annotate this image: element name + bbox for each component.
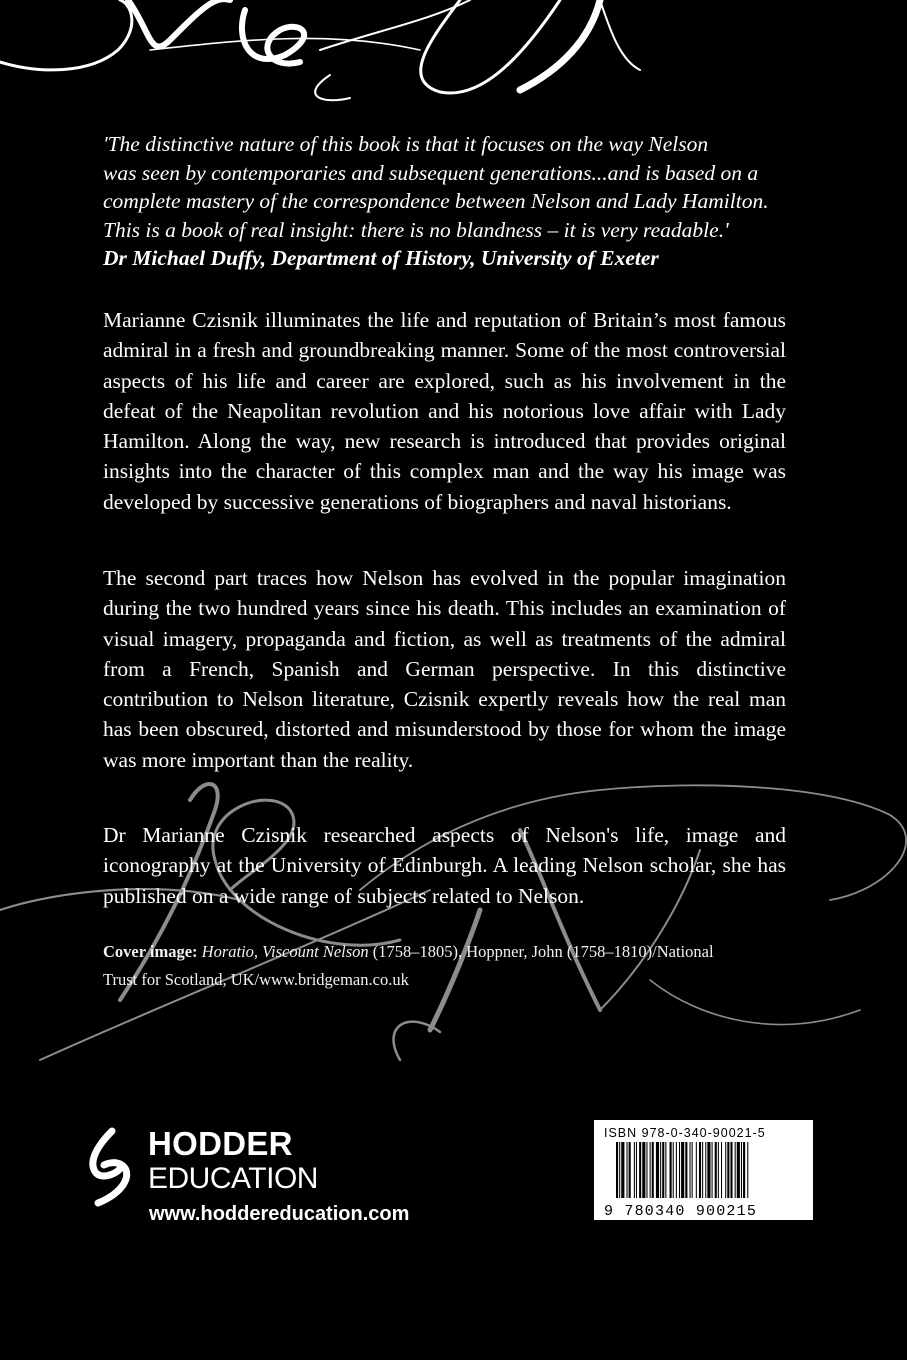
barcode-bar [629, 1142, 631, 1198]
barcode-bar [707, 1142, 710, 1198]
barcode-bar [685, 1142, 687, 1198]
barcode-bar [705, 1142, 706, 1198]
barcode-bar [712, 1142, 713, 1198]
barcode-bar [699, 1142, 701, 1198]
barcode-bar [747, 1142, 748, 1198]
barcode-bar [650, 1142, 651, 1198]
barcode-bar [718, 1142, 719, 1198]
monogram-mid-decoration [0, 770, 907, 1070]
isbn-label: ISBN 978-0-340-90021-5 [604, 1126, 766, 1140]
barcode-bar [656, 1142, 659, 1198]
review-quote [103, 130, 786, 273]
barcode-bar [690, 1142, 691, 1198]
barcode-bar [725, 1142, 726, 1198]
barcode-bar [692, 1142, 693, 1198]
barcode-bar [702, 1142, 703, 1198]
barcode-bar [627, 1142, 628, 1198]
barcode-bar [665, 1142, 666, 1198]
barcode-bar [735, 1142, 736, 1198]
quote-attribution: Dr Michael Duffy, Department of History, University of Exeter [103, 246, 659, 270]
barcode-bar [676, 1142, 677, 1198]
barcode-bar [679, 1142, 680, 1198]
quote-line: This is a book of real insight: there is no blandness – it is very readable.' [103, 217, 729, 242]
barcode-bar [727, 1142, 729, 1198]
credit-title: Horatio, Viscount Nelson [201, 942, 369, 961]
isbn-barcode [594, 1120, 813, 1220]
barcode-bar [621, 1142, 624, 1198]
barcode-bar [743, 1142, 745, 1198]
barcode-bar [639, 1142, 641, 1198]
barcode-bar [721, 1142, 722, 1198]
barcode-bar [642, 1142, 645, 1198]
barcode-bar [646, 1142, 647, 1198]
credit-text-line2: Trust for Scotland, UK/www.bridgeman.co.uk [103, 970, 409, 989]
publisher-url: www.hoddereducation.com [149, 1203, 410, 1225]
description-paragraph-2: The second part traces how Nelson has evolved in the popular imagination during the two hundred years since his death. This includes an examination of visual imagery, propaganda and fiction, as well as treatments of the admiral from a French, Spanish and German perspective. In this distinctive contribution to Nelson literature, Czisnik expertly reveals how the real man has been obscured, distorted and misunderstood by those for whom the image was more important than the reality. [103, 566, 786, 772]
barcode-bar [730, 1142, 732, 1198]
barcode-bar [660, 1142, 661, 1198]
barcode-bar [662, 1142, 664, 1198]
barcode-bar [715, 1142, 717, 1198]
credit-text: (1758–1805), Hoppner, John (1758–1810)/National [368, 942, 714, 961]
hodder-logo-icon [82, 1127, 144, 1207]
publisher-subname: EDUCATION [148, 1162, 318, 1195]
description-paragraph-1: Marianne Czisnik illuminates the life and reputation of Britain’s most famous admiral in a fresh and groundbreaking manner. Some of the most controversial aspects of his life and career are explored, such as his involvement in the defeat of the Neapolitan revolution and his notorious love affair with Lady Hamilton. Along the way, new research is introduced that provides original insights into the character of this complex man and the way his image was developed by successive generations of biographers and naval historians. [103, 308, 786, 514]
publisher-logo [82, 1127, 442, 1237]
barcode-bar [652, 1142, 654, 1198]
cover-image-credit [103, 938, 786, 994]
monogram-top-decoration [0, 0, 907, 110]
quote-line: was seen by contemporaries and subsequent generations...and is based on a [103, 160, 759, 185]
barcode-bar [670, 1142, 672, 1198]
quote-line: complete mastery of the correspondence between Nelson and Lady Hamilton. [103, 189, 769, 213]
publisher-name: HODDER [148, 1125, 293, 1162]
barcode-bar [619, 1142, 620, 1198]
barcode-digits: 9 780340 900215 [604, 1203, 758, 1218]
barcode-bar [636, 1142, 637, 1198]
barcode-bar [673, 1142, 674, 1198]
author-bio-paragraph: Dr Marianne Czisnik researched aspects of Nelson's life, image and iconography at the University of Edinburgh. A leading Nelson scholar, she has published on a wide range of subjects related to Nelson. [103, 823, 786, 908]
barcode-bar [696, 1142, 697, 1198]
credit-label: Cover image: [103, 942, 198, 961]
barcode-bar [741, 1142, 742, 1198]
barcode-image [602, 1142, 805, 1218]
barcode-bar [616, 1142, 618, 1198]
barcode-bar [681, 1142, 684, 1198]
barcode-bar [737, 1142, 740, 1198]
barcode-bar [634, 1142, 635, 1198]
quote-line: 'The distinctive nature of this book is that it focuses on the way Nelson [103, 132, 709, 156]
